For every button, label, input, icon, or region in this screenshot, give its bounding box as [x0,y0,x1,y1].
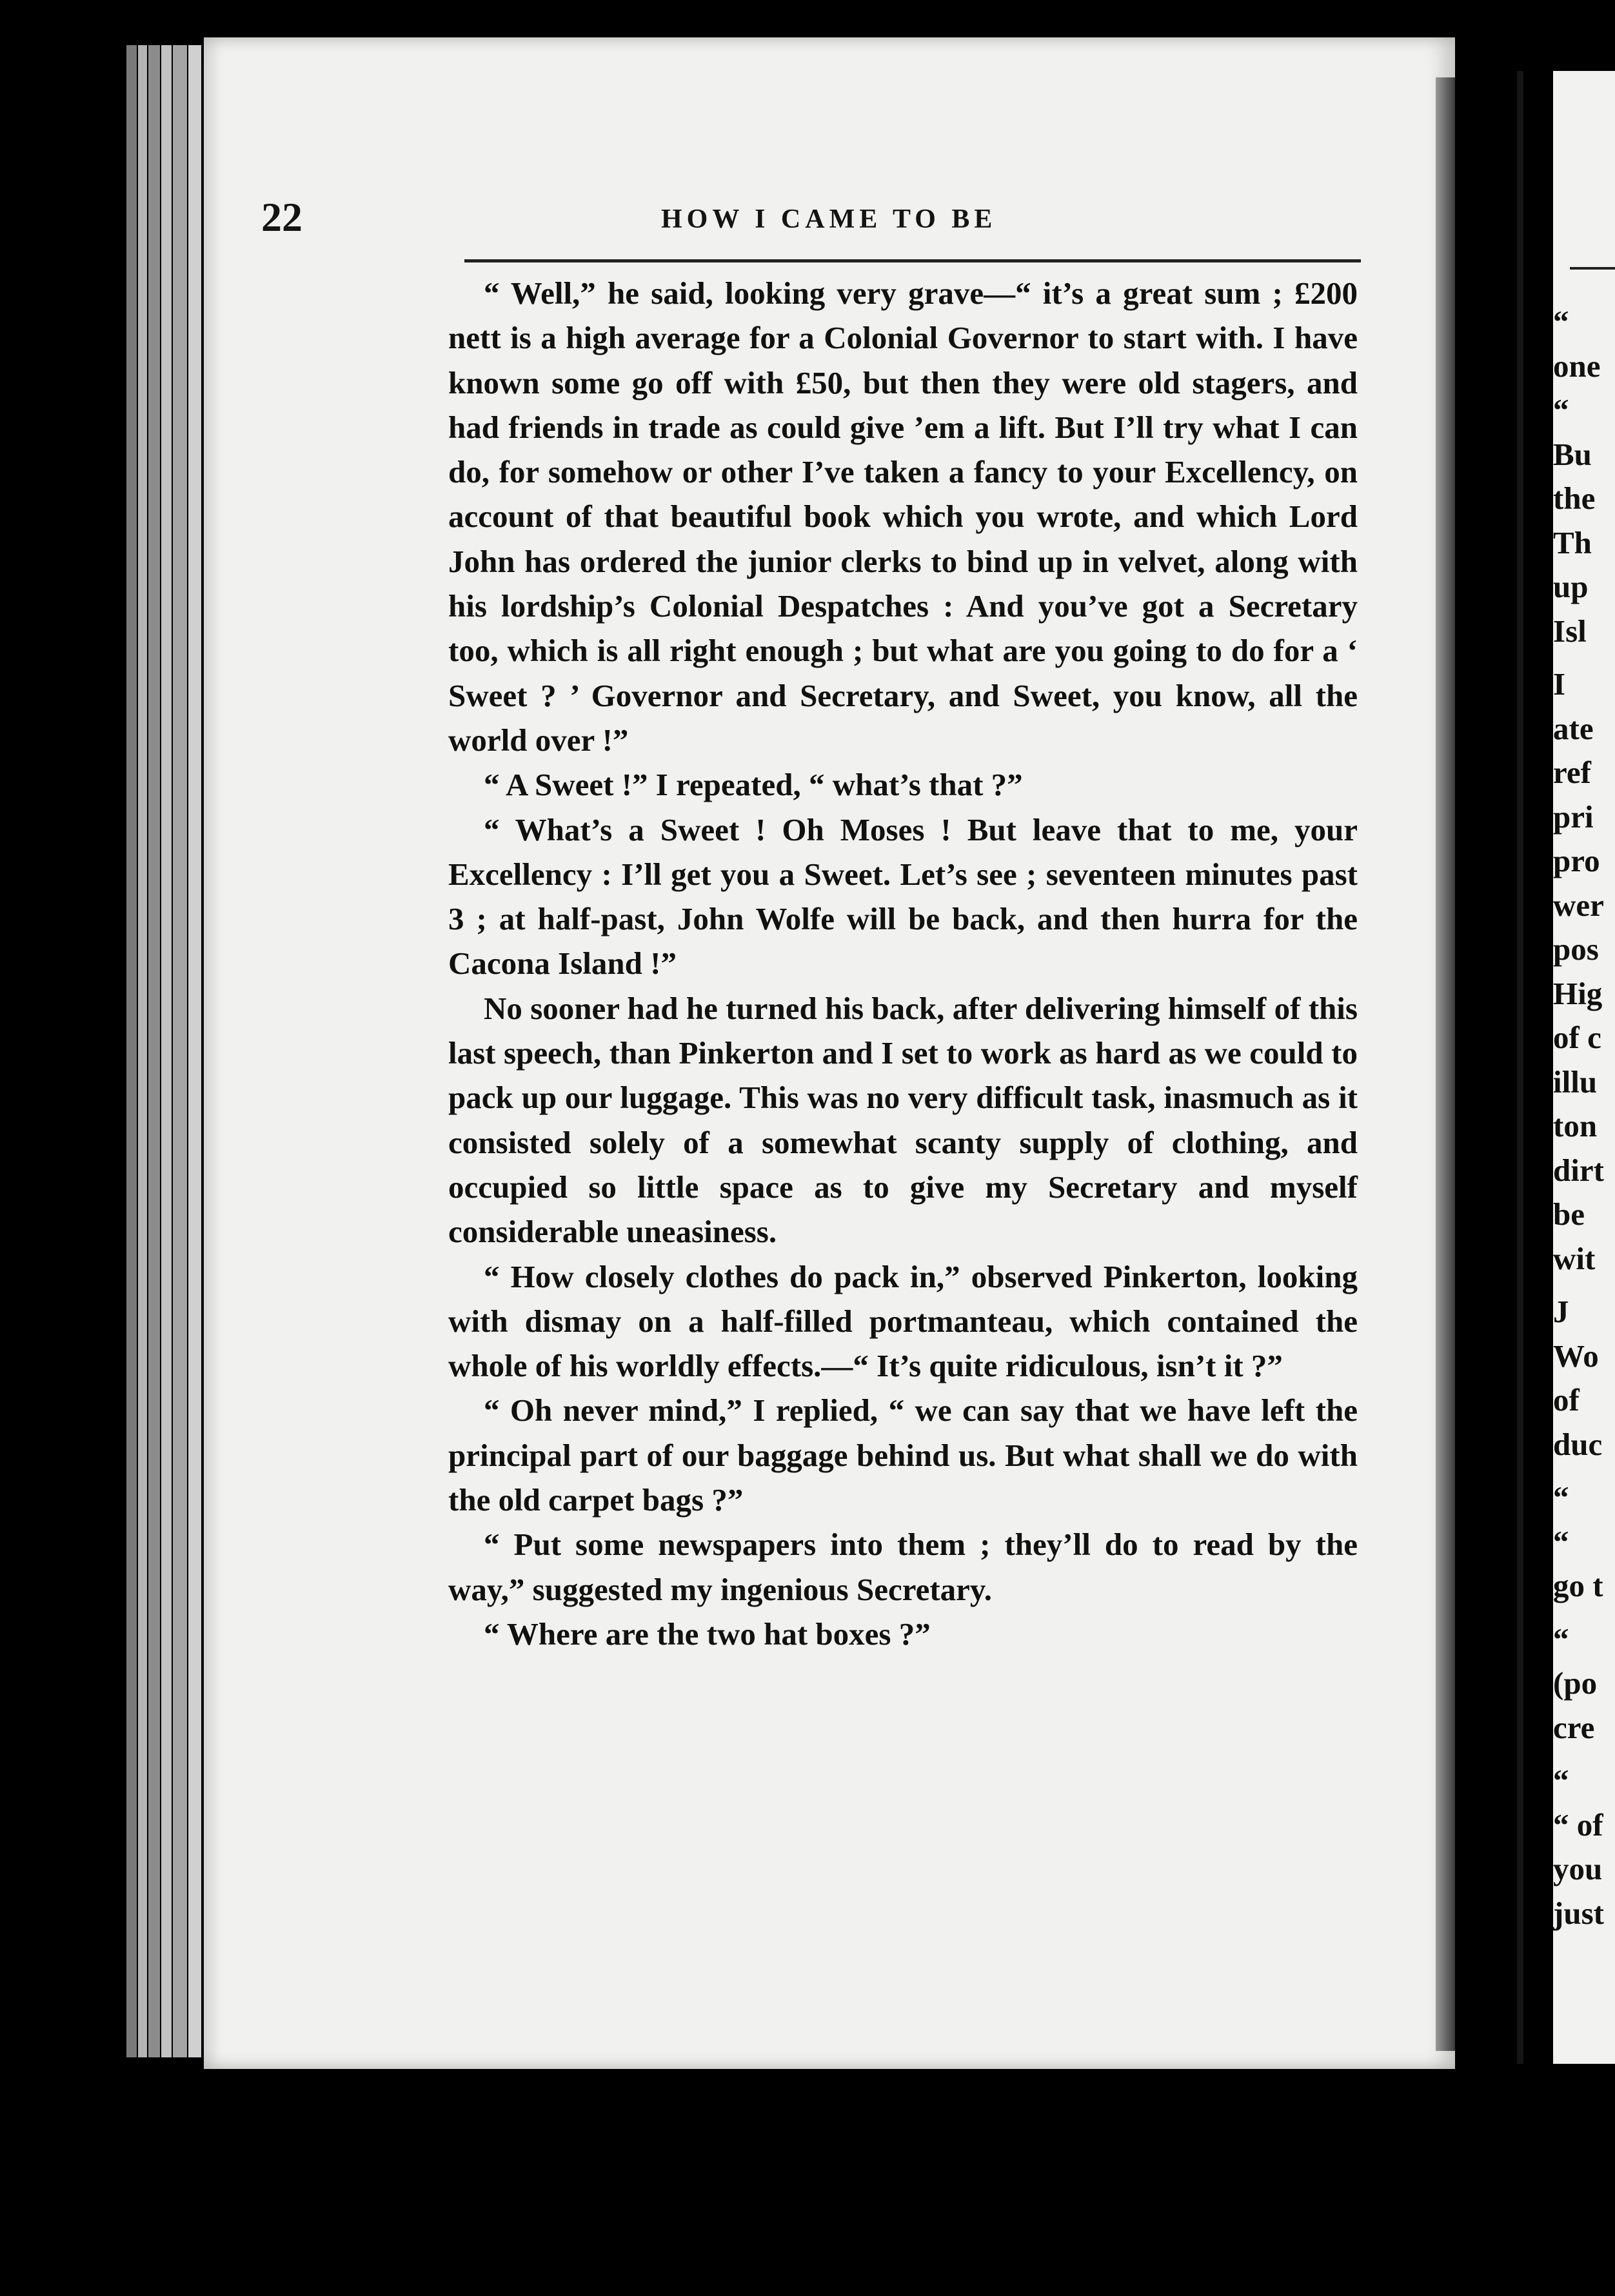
facing-line-fragment: Wo [1553,1338,1599,1374]
facing-header-rule [1570,267,1615,270]
header-rule [464,259,1361,262]
running-header [261,193,1358,252]
facing-line-fragment: pri [1553,798,1594,835]
paragraph: “ How closely clothes do pack in,” observed Pinkerton, looking with dismay on a half-filled portmanteau, which contained the whole of his worldly effects.—“ It’s quite ridiculous, isn’t it ?” [448,1258,1358,1384]
facing-line-fragment: “ [1553,1763,1569,1798]
paragraph: “ Well,” he said, looking very grave—“ it’s a great sum ; £200 nett is a high average for a Colonial Governor to start with. I have known some go off with £50, but then they were old stagers, and had friends in trade as could give ’em a lift. But I’ll try what I can do, for somehow or other I’ve taken a fancy to your Excellency, on account of that beautiful book which you wrote, and which Lord John has ordered the junior clerks to bind up in velvet, along with his lordship’s Colonial Despatches : And you’ve got a Secretary too, which is all right enough ; but what are you going to do for a ‘ Sweet ? ’ Governor and Secretary, and Sweet, you know, all the world over !” [448,275,1358,758]
paragraph: “ Oh never mind,” I replied, “ we can say that we have left the principal part of our baggage behind us. But what shall we do with the old carpet bags ?” [448,1392,1358,1518]
facing-line-fragment: go t [1553,1568,1603,1603]
book-gutter [1517,71,1523,2064]
facing-line-fragment: one [1553,348,1601,384]
facing-line-fragment: I [1553,666,1566,702]
facing-line-fragment: (po [1553,1665,1598,1701]
page-edge [173,45,187,2057]
facing-line-fragment: pos [1553,931,1599,967]
paragraph: “ Where are the two hat boxes ?” [484,1616,931,1652]
page-edge [188,45,201,2057]
facing-line-fragment: “ [1553,1480,1569,1515]
facing-line-fragment: ate [1553,710,1594,746]
paragraph: “ What’s a Sweet ! Oh Moses ! But leave that to me, your Excellency : I’ll get you a Sweet. Let’s see ; seventeen minutes past 3 ; at half-past, John Wolfe will be back, and then hurra for the Cacona Island !” [448,811,1358,982]
facing-line-fragment: pro [1553,843,1600,878]
facing-line-fragment: the [1553,480,1596,516]
facing-line-fragment: you [1553,1851,1603,1886]
facing-line-fragment: “ [1553,1621,1569,1657]
facing-line-fragment: “ of [1553,1806,1603,1843]
facing-line-fragment: wit [1553,1240,1596,1276]
facing-line-fragment: up [1553,569,1589,604]
running-title: HOW I CAME TO BE [661,204,997,234]
facing-line-fragment: of c [1553,1020,1601,1055]
paragraph: “ Put some newspapers into them ; they’ll do to read by the way,” suggested my ingenious Secretary. [448,1527,1358,1607]
facing-line-fragment: wer [1553,887,1604,923]
page-gutter-shadow [1436,77,1455,2051]
paragraph: No sooner had he turned his back, after delivering himself of this last speech, than Pinkerton and I set to work as hard as we could to pack up our luggage. This was no very difficult task, inasmuch as it consisted solely of a somewhat scanty supply of clothing, and occupied so little space as to give my Secretary and myself considerable uneasiness. [448,990,1358,1250]
facing-line-fragment: illu [1553,1064,1598,1100]
facing-page [1553,71,1615,2064]
facing-line-fragment: be [1553,1196,1585,1232]
paragraph: “ A Sweet !” I repeated, “ what’s that ?” [484,767,1023,803]
facing-line-fragment: Bu [1553,436,1592,472]
facing-line-fragment: Hig [1553,975,1603,1011]
facing-line-fragment: ref [1553,755,1591,790]
facing-line-fragment: J [1553,1294,1569,1329]
facing-line-fragment: “ [1553,1523,1569,1559]
facing-line-fragment: “ [1553,304,1569,339]
page-edge [138,45,147,2057]
facing-line-fragment: Th [1553,524,1592,560]
page-edge [161,45,172,2057]
facing-line-fragment: dirt [1553,1152,1604,1188]
facing-line-fragment: just [1553,1895,1604,1931]
page-number: 22 [261,194,302,240]
body-text [448,271,1358,1656]
facing-line-fragment: duc [1553,1426,1603,1462]
facing-line-fragment: “ [1553,392,1569,428]
page-edge [126,45,137,2057]
facing-line-fragment: Isl [1553,613,1587,649]
facing-line-fragment: cre [1553,1709,1595,1745]
facing-line-fragment: of [1553,1382,1580,1418]
facing-line-fragment: ton [1553,1108,1598,1143]
page-edge [148,45,160,2057]
